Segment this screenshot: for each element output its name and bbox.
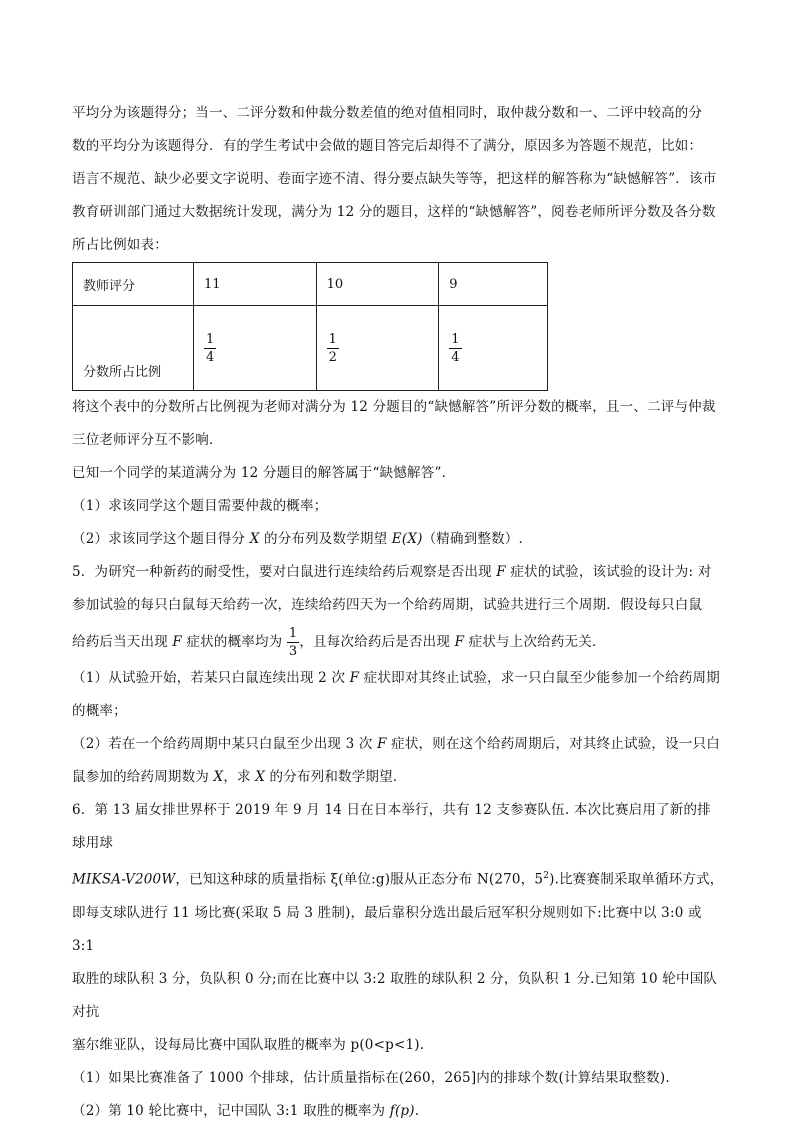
table-row: [73, 306, 548, 391]
score-cell: 11: [194, 263, 317, 306]
question-5-1: （1）从试验开始，若某只白鼠连续出现 2 次 F 症状即对其终止试验，求一只白鼠至少能参加一个给药周期: [72, 670, 720, 686]
table-header-cell: 教师评分: [73, 263, 194, 306]
text-line: 给药后当天出现 F 症状的概率均为 $\frac{1}{3}$ ，且每次给药后是否出现 F 症状与上次给药无关．: [72, 626, 606, 659]
fraction: $\frac{1}{3}$: [288, 626, 298, 659]
text-line: 平均分为该题得分；当一、二评分数和仲裁分数差值的绝对值相同时，取仲裁分数和一、二评中较高的分: [72, 105, 703, 121]
question-6-1: （1）如果比赛准备了 1000 个排球，估计质量指标在(260，265]内的排球个数(计算结果取整数).: [72, 1069, 670, 1086]
question-5-2: （2）若在一个给药周期中某只白鼠至少出现 3 次 F 症状，则在这个给药周期后，对其终止试验，设一只白: [72, 736, 720, 752]
fraction: $\frac{1}{2}$: [328, 331, 337, 365]
fraction-cell: [316, 306, 439, 391]
text-line: 三位老师评分互不影响．: [72, 432, 223, 448]
text-line: 将这个表中的分数所占比例视为老师对满分为 12 分题目的“缺憾解答”所评分数的概率，且一、二评与仲裁: [72, 399, 716, 415]
text-line: 取胜的球队积 3 分，负队积 0 分;而在比赛中以 3:2 取胜的球队积 2 分，负队积 1 分.已知第 10 轮中国队对抗: [72, 970, 718, 1020]
problem-6: [72, 794, 724, 1128]
problem-5: [72, 556, 724, 794]
fraction: $\frac{1}{4}$: [206, 331, 215, 365]
score-cell: 9: [439, 263, 548, 306]
text-line: 塞尔维亚队，设每局比赛中国队取胜的概率为 p(0<p<1).: [72, 1036, 425, 1053]
text-line: 已知一个同学的某道满分为 12 分题目的解答属于“缺憾解答”．: [72, 465, 456, 481]
text-line: 6．第 13 届女排世界杯于 2019 年 9 月 14 日在日本举行，共有 12 支参赛队伍. 本次比赛启用了新的排球用球: [72, 802, 711, 851]
text-line: 参加试验的每只白鼠每天给药一次，连续给药四天为一个给药周期，试验共进行三个周期．假设每只白鼠: [72, 597, 703, 613]
fraction-cell: [439, 306, 548, 391]
after-table-paragraph: [72, 391, 724, 490]
table-row: [73, 263, 548, 306]
text-line: 所占比例如表：: [72, 237, 168, 253]
text-line: 教育研训部门通过大数据统计发现，满分为 12 分的题目，这样的“缺憾解答”，阅卷老师所评分数及各分数: [72, 204, 716, 220]
score-cell: 10: [316, 263, 439, 306]
text-line: 的概率；: [72, 703, 127, 719]
question-4-2: （2）求该同学这个题目得分 X 的分布列及数学期望 E(X)（精确到整数）.: [72, 531, 524, 547]
text-line: 即每支球队进行 11 场比赛(采取 5 局 3 胜制)，最后靠积分选出最后冠军积分规则如下:比赛中以 3:0 或 3:1: [72, 904, 702, 954]
fraction: $\frac{1}{4}$: [451, 331, 460, 365]
question-4-1: （1）求该同学这个题目需要仲裁的概率；: [72, 498, 328, 514]
text-line: 鼠参加的给药周期数为 X，求 X 的分布列和数学期望．: [72, 769, 407, 785]
score-table: [72, 262, 548, 391]
intro-paragraph: [72, 97, 724, 262]
fraction-cell: [194, 306, 317, 391]
question-6-2: （2）第 10 轮比赛中，记中国队 3:1 取胜的概率为 f(p).: [72, 1102, 420, 1119]
text-line: 5．为研究一种新药的耐受性，要对白鼠进行连续给药后观察是否出现 F 症状的试验，该试验的设计为: 对: [72, 564, 712, 580]
text-line: 语言不规范、缺少必要文字说明、卷面字迹不清、得分要点缺失等等，把这样的解答称为“缺憾解答”．该市: [72, 171, 717, 187]
table-header-cell: 分数所占比例: [73, 306, 194, 391]
document-content: [72, 97, 724, 1128]
text-line: MIKSA-V200W，已知这种球的质量指标 ξ(单位:g)服从正态分布 N(270，$5^2$).比赛赛制采取单循环方式，: [72, 871, 724, 888]
text-line: 数的平均分为该题得分．有的学生考试中会做的题目答完后却得不了满分，原因多为答题不规范，比如：: [72, 138, 703, 154]
